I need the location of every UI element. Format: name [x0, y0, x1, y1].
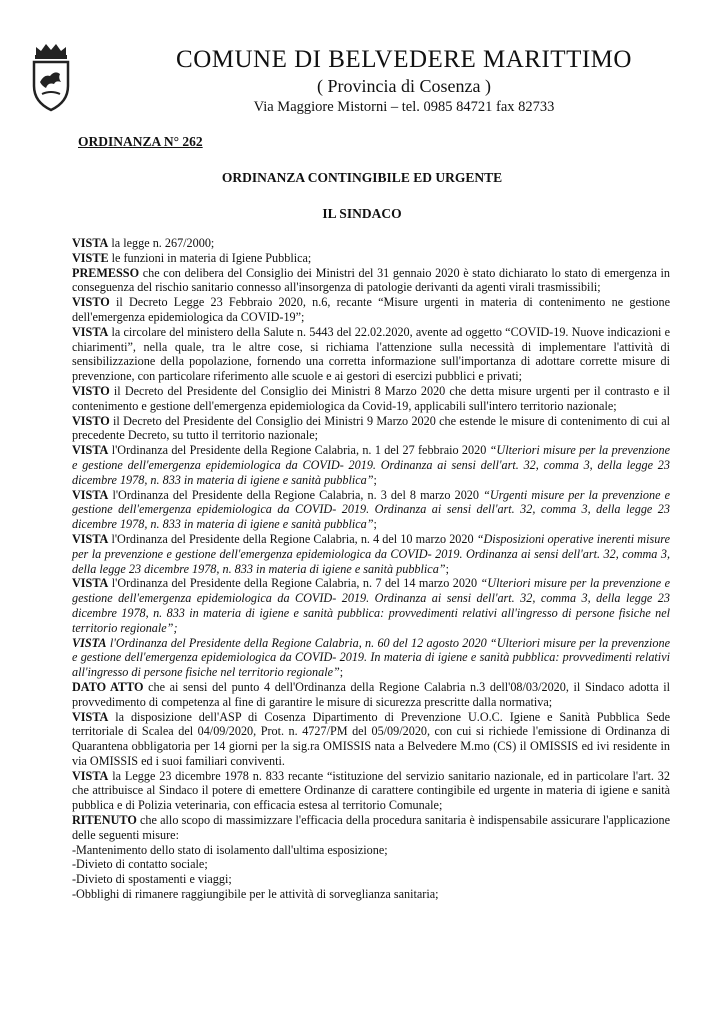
paragraph-lead: VISTA: [72, 576, 109, 591]
paragraph-text: le funzioni in materia di Igiene Pubblica;: [108, 250, 312, 265]
paragraph-tail: ;: [373, 472, 377, 487]
paragraph-italic: “Ulteriori misure per la prevenzione e gestione dell'emergenza epidemiologica da COVID- 2019. Ordinanza ai sensi dell'art. 32, comma 3, della legge 23 dicembre 1978, n. 833 in materia di igiene e sanità pubblica: provvedimenti relativi all'ingresso di persone fisiche nel territorio regionale”;: [72, 576, 670, 635]
paragraph-italic: “Disposizioni operative inerenti misure per la prevenzione e gestione dell'emergenza epidemiologica da COVID- 2019. Ordinanza ai sensi dell'art. 32, comma 3, della legge 23 dicembre 1978, n. 833 in materia di igiene e sanità pubblica”: [72, 531, 670, 576]
paragraph-text: l'Ordinanza del Presidente della Regione Calabria, n. 3 del 8 marzo 2020: [108, 487, 484, 502]
paragraph-text: la Legge 23 dicembre 1978 n. 833 recante “istituzione del servizio sanitario nazionale, ed in particolare l'art. 32 che attribuisce al Sindaco il potere di emettere Ordinanze di carattere contingibile ed urgente in materia di igiene e sanità pubblica e di Polizia veterinaria, con efficacia estesa al territorio Comunale;: [72, 768, 670, 813]
paragraph-text: l'Ordinanza del Presidente della Regione Calabria, n. 4 del 10 marzo 2020: [108, 531, 477, 546]
paragraph-lead: RITENUTO: [72, 813, 137, 828]
paragraph-italic: l'Ordinanza del Presidente della Regione Calabria, n. 60 del 12 agosto 2020 “Ulteriori misure per la prevenzione e gestione dell'emergenza epidemiologica da COVID- 2019. In materia di igiene e sanità pubblica: provvedimenti relativi all'ingresso di persone fisiche nel territorio regionale”: [72, 635, 670, 680]
paragraph: [72, 266, 670, 296]
paragraph: [72, 488, 670, 532]
paragraph-lead: VISTA: [72, 236, 109, 250]
paragraph: [72, 813, 670, 843]
authority-heading: IL SINDACO: [322, 206, 402, 221]
ordinance-number: ORDINANZA N° 262: [78, 134, 203, 149]
ordinance-type-heading: ORDINANZA CONTINGIBILE ED URGENTE: [221, 170, 503, 185]
paragraph-text: la legge n. 267/2000;: [108, 236, 215, 250]
paragraph-text: che ai sensi del punto 4 dell'Ordinanza della Regione Calabria n.3 dell'08/03/2020, il Sindaco adotta il provvedimento di competenza al fine di garantire le misure di sicurezza prescritte dalla normativa;: [72, 679, 671, 709]
paragraph-text: la disposizione dell'ASP di Cosenza Dipartimento di Prevenzione U.O.C. Igiene e Sanità Pubblica Sede territoriale di Scalea del 04/09/2020, Prot. n. 4727/PM del 05/09/2020, con cui si richiede l'emissione di Ordinanza di Quarantena obbligatoria per 14 giorni per la sig.ra OMISSIS nata a Belvedere M.mo (CS) il OMISSIS ed ivi residente in via OMISSIS ed i suoi familiari conviventi.: [72, 709, 670, 768]
paragraph-lead: [72, 636, 107, 650]
paragraph-lead: VISTA: [72, 768, 109, 783]
paragraph: [72, 532, 670, 576]
paragraph-text: che allo scopo di massimizzare l'efficacia della procedura sanitaria è indispensabile assicurare l'applicazione delle seguenti misure:: [72, 813, 670, 842]
paragraph-lead: VISTA: [72, 443, 109, 458]
paragraph-text: il Decreto del Presidente del Consiglio dei Ministri 8 Marzo 2020 che detta misure urgenti per il contrasto e il contenimento e gestione dell'emergenza epidemiologica da Covid-19, applicabili sull'intero territorio nazionale;: [72, 383, 670, 413]
paragraph-lead: VISTA: [72, 324, 109, 339]
paragraph: [72, 295, 670, 325]
paragraph-text: la circolare del ministero della Salute n. 5443 del 22.02.2020, avente ad oggetto “COVID-19. Nuove indicazioni e chiarimenti”, nella quale, tra le altre cose, si richiama l'attenzione sulla necessità di implementare l'attività di sensibilizzazione della popolazione, fornendo una corretta informazione sull'importanza di adottare corrette misure di prevenzione, con particolare riferimento alle scuole e ai gestori di esercizi pubblici e privati;: [72, 324, 670, 384]
paragraph-text: il Decreto del Presidente del Consiglio dei Ministri 9 Marzo 2020 che estende le misure di contenimento di cui al precedente Decreto, su tutto il territorio nazionale;: [72, 413, 670, 443]
measure-item: -Obblighi di rimanere raggiungibile per le attività di sorveglianza sanitaria;: [72, 887, 439, 902]
paragraph-text: l'Ordinanza del Presidente della Regione Calabria, n. 7 del 14 marzo 2020: [108, 576, 481, 591]
paragraph-lead: VISTA: [72, 709, 109, 724]
paragraph-lead: VISTO: [72, 295, 110, 310]
paragraph: [72, 680, 670, 710]
province-subtitle: ( Provincia di Cosenza ): [317, 76, 491, 96]
paragraph: [72, 414, 670, 444]
paragraph-italic: “Ulteriori misure per la prevenzione e gestione dell'emergenza epidemiologica da COVID- 2019. Ordinanza ai sensi dell'art. 32, comma 3, della legge 23 dicembre 1978, n. 833 in materia di igiene e sanità pubblica”: [72, 443, 670, 487]
municipal-crest-icon: [28, 40, 74, 114]
paragraph-lead: VISTA: [72, 487, 109, 502]
paragraph-lead: PREMESSO: [72, 265, 140, 280]
measure-item: -Mantenimento dello stato di isolamento dall'ultima esposizione;: [72, 842, 388, 857]
municipality-address: Via Maggiore Mistorni – tel. 0985 84721 fax 82733: [253, 99, 555, 115]
paragraph: [72, 325, 670, 384]
paragraph: [72, 710, 670, 769]
paragraph: [72, 576, 670, 635]
paragraph: [72, 236, 670, 251]
paragraph: [72, 636, 670, 680]
paragraph-lead: VISTO: [72, 383, 110, 398]
paragraph: [72, 384, 670, 414]
paragraph-tail: ;: [445, 561, 449, 576]
paragraph-lead-italic: VISTA: [72, 635, 107, 650]
municipality-title: COMUNE DI BELVEDERE MARITTIMO: [176, 46, 632, 73]
paragraph-lead: VISTA: [72, 531, 109, 546]
paragraph-lead: VISTE: [72, 250, 109, 265]
paragraph-lead: VISTO: [72, 413, 110, 428]
paragraph: [72, 251, 670, 266]
paragraph-text: l'Ordinanza del Presidente della Regione Calabria, n. 1 del 27 febbraio 2020: [108, 443, 490, 458]
ordinance-body: [72, 236, 670, 902]
paragraph-tail: ;: [339, 665, 344, 680]
measure-item: -Divieto di contatto sociale;: [72, 857, 208, 872]
measure-item: -Divieto di spostamenti e viaggi;: [72, 872, 232, 887]
paragraph-text: che con delibera del Consiglio dei Ministri del 31 gennaio 2020 è stato dichiarato lo stato di emergenza in conseguenza del rischio sanitario connesso all'insorgenza di patologie derivanti da agenti virali trasmissibili;: [72, 265, 670, 295]
paragraph-tail: ;: [373, 517, 377, 532]
paragraph-text: il Decreto Legge 23 Febbraio 2020, n.6, recante “Misure urgenti in materia di contenimento ne gestione dell'emergenza epidemiologica da COVID-19”;: [72, 295, 670, 324]
paragraph: [72, 769, 670, 813]
paragraph-italic: “Urgenti misure per la prevenzione e gestione dell'emergenza epidemiologica da COVID- 2019. Ordinanza ai sensi dell'art. 32, comma 3, della legge 23 dicembre 1978, n. 833 in materia di igiene e sanità pubblica”: [72, 487, 671, 532]
paragraph-lead: DATO ATTO: [72, 679, 144, 694]
paragraph: [72, 443, 670, 487]
